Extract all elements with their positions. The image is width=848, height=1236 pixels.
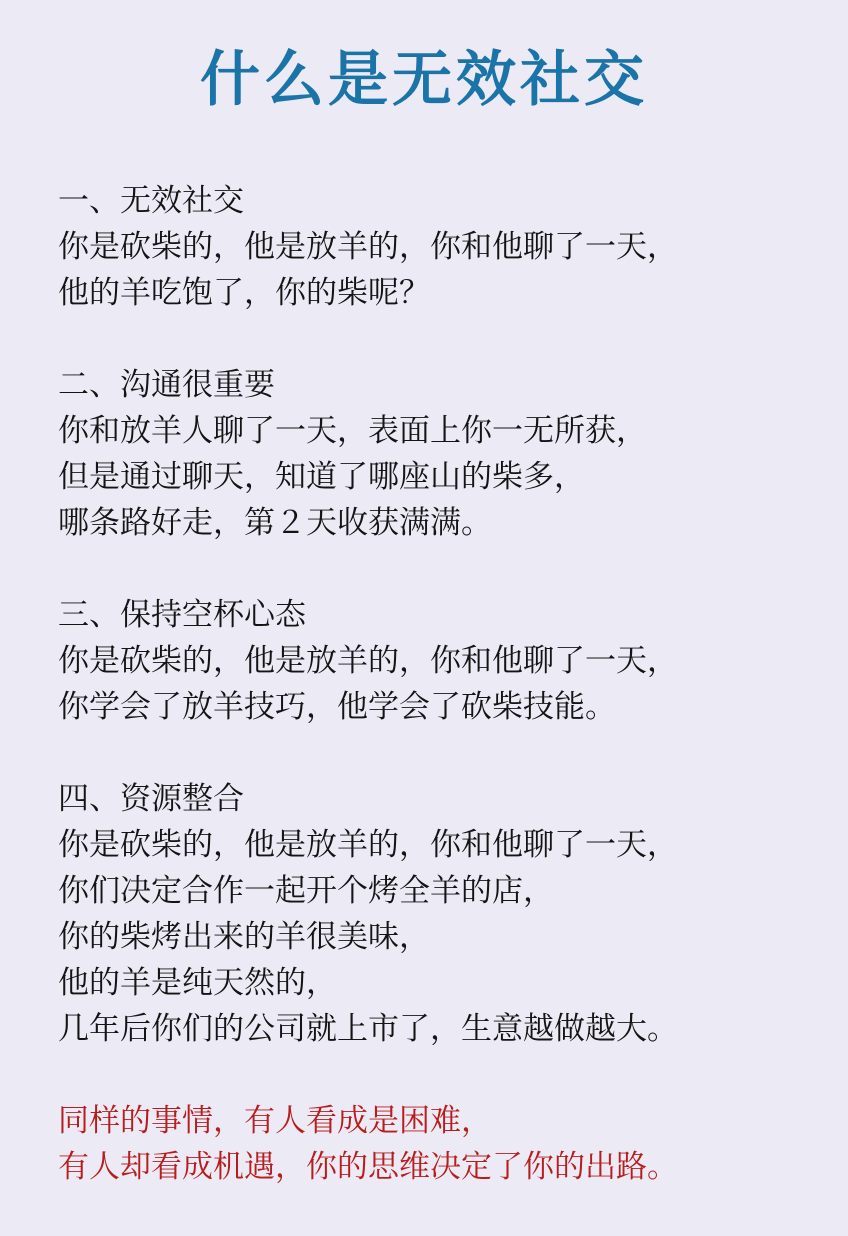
conclusion — [58, 1098, 828, 1190]
paragraph-line: 你是砍柴的，他是放羊的，你和他聊了一天， — [58, 643, 678, 679]
section-empty-cup — [58, 592, 828, 730]
paragraph-line: 哪条路好走，第２天收获满满。 — [58, 505, 492, 541]
paragraph-line: 你学会了放羊技巧，他学会了砍柴技能。 — [58, 689, 616, 725]
section-communication — [58, 362, 828, 546]
paragraph-line: 他的羊是纯天然的， — [58, 965, 337, 1001]
paragraph-line: 你是砍柴的，他是放羊的，你和他聊了一天， — [58, 827, 678, 863]
conclusion-line: 同样的事情，有人看成是困难， — [58, 1103, 492, 1139]
section-heading: 二、沟通很重要 — [58, 367, 275, 403]
conclusion-line: 有人却看成机遇，你的思维决定了你的出路。 — [58, 1149, 678, 1185]
section-heading: 四、资源整合 — [58, 781, 244, 817]
section-invalid-social — [58, 178, 828, 316]
section-heading: 三、保持空杯心态 — [58, 597, 306, 633]
page-title: 什么是无效社交 — [200, 45, 648, 115]
paragraph-line: 几年后你们的公司就上市了，生意越做越大。 — [58, 1011, 678, 1047]
paragraph-line: 你是砍柴的，他是放羊的，你和他聊了一天， — [58, 229, 678, 265]
paragraph-line: 你的柴烤出来的羊很美味， — [58, 919, 430, 955]
paragraph-line: 你们决定合作一起开个烤全羊的店， — [58, 873, 554, 909]
section-heading: 一、无效社交 — [58, 183, 244, 219]
paragraph-line: 他的羊吃饱了，你的柴呢？ — [58, 275, 430, 311]
section-resource-integration — [58, 776, 828, 1052]
article-body — [58, 178, 828, 1236]
paragraph-line: 你和放羊人聊了一天，表面上你一无所获， — [58, 413, 647, 449]
paragraph-line: 但是通过聊天，知道了哪座山的柴多， — [58, 459, 585, 495]
